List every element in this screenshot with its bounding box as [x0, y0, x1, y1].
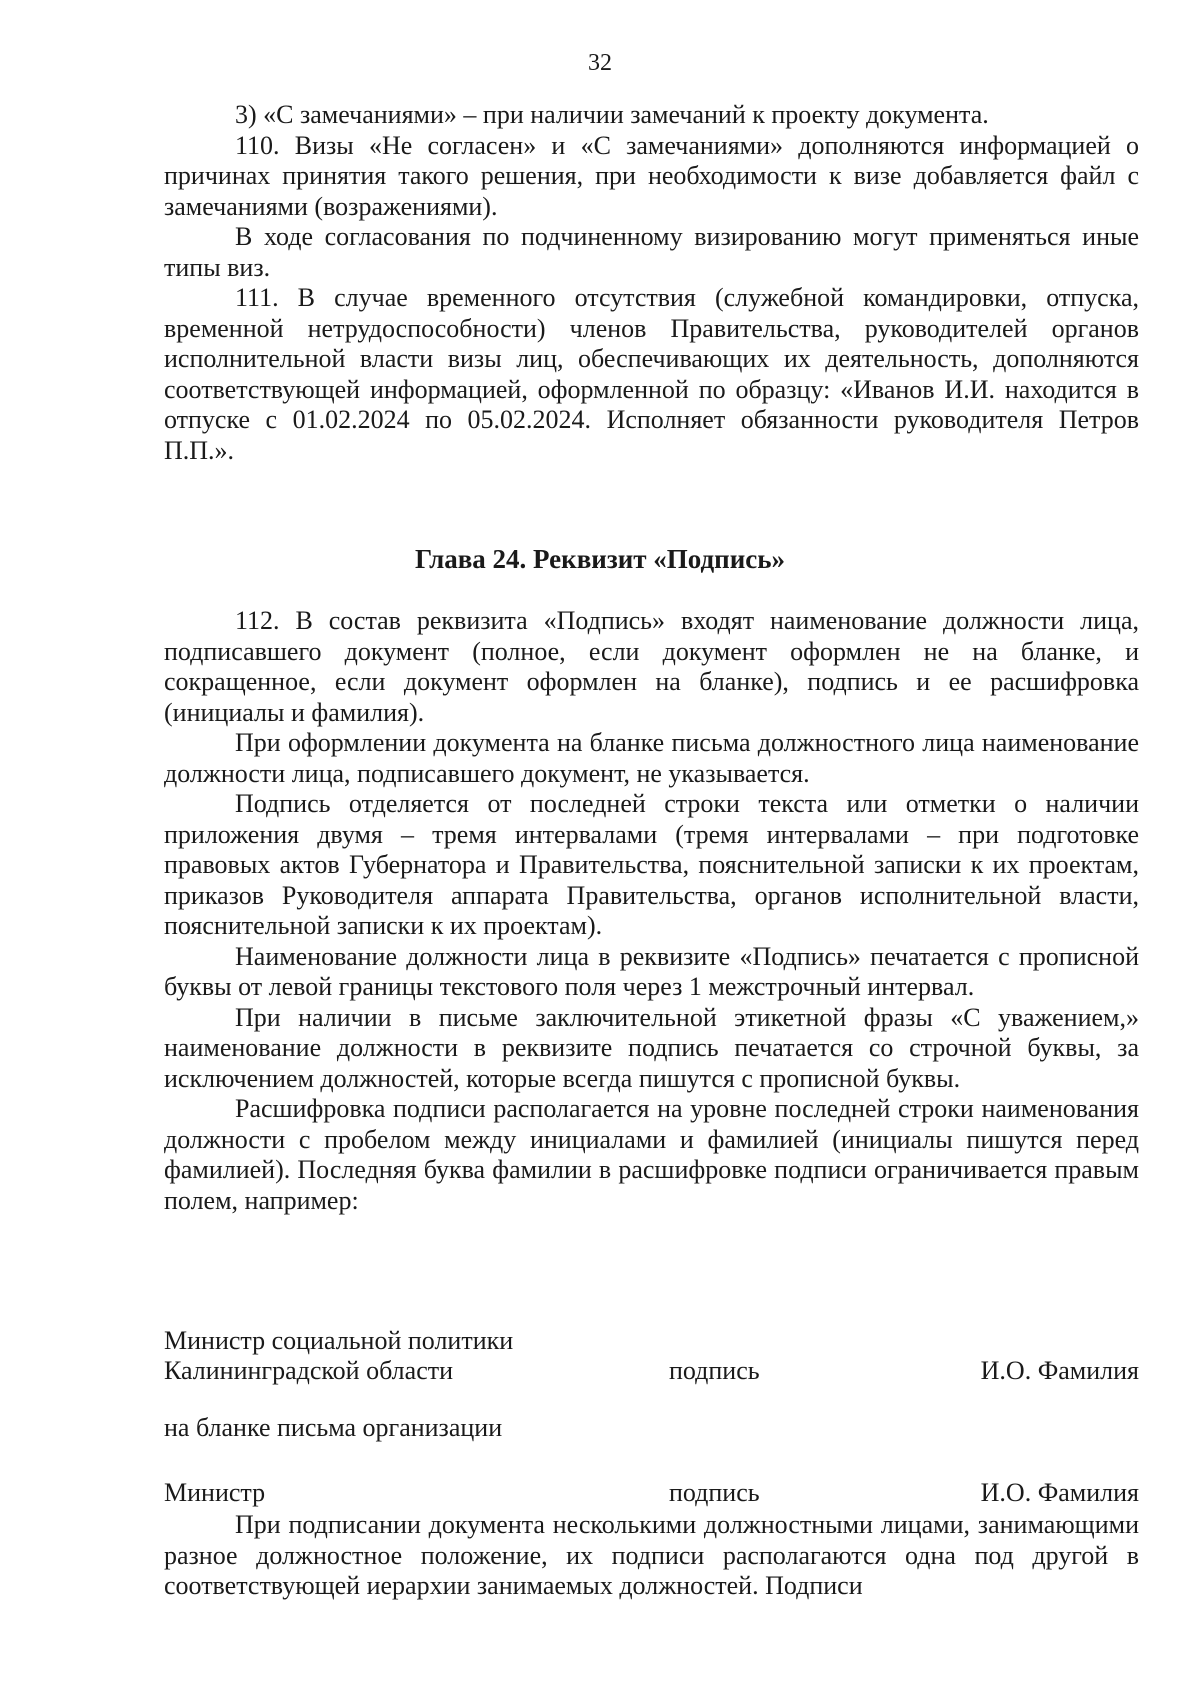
paragraph: 112. В состав реквизита «Подпись» входят наименование должности лица, подписавшего документ (полное, если документ оформлен не на бланке, и сокращенное, если документ оформлен на бланке), подпись и ее расшифровка (инициалы и фамилия). — [164, 606, 1139, 727]
section-signature — [164, 606, 1139, 1216]
paragraph: При подписании документа несколькими должностными лицами, занимающими разное должностное положение, их подписи располагаются одна под другой в соответствующей иерархии занимаемых должностей. Подписи — [164, 1510, 1139, 1600]
example1-signature: подпись — [669, 1356, 760, 1385]
page-number: 32 — [588, 50, 612, 76]
example1-signature-row — [164, 1356, 1139, 1387]
example1-position-line1: Министр социальной политики — [164, 1326, 514, 1355]
section-multiple-signatures — [164, 1510, 1139, 1602]
paragraph: 111. В случае временного отсутствия (служебной командировки, отпуска, временной нетрудоспособности) членов Правительства, руководителей органов исполнительной власти визы лиц, обеспечивающих их деятельность, дополняются соответствующей информацией, оформленной по образцу: «Иванов И.И. находится в отпуске с 01.02.2024 по 05.02.2024. Исполняет обязанности руководителя Петров П.П.». — [164, 283, 1139, 465]
letterhead-note: на бланке письма организации — [164, 1413, 503, 1442]
example2-signature-row — [164, 1478, 1139, 1509]
paragraph: 110. Визы «Не согласен» и «С замечаниями» дополняются информацией о причинах принятия такого решения, при необходимости к визе добавляется файл с замечаниями (возражениями). — [164, 130, 1139, 221]
paragraph: Расшифровка подписи располагается на уровне последней строки наименования должности с пробелом между инициалами и фамилией (инициалы пишутся перед фамилией). Последняя буква фамилии в расшифровке подписи ограничивается правым полем, например: — [164, 1094, 1139, 1215]
example2-position: Министр — [164, 1478, 266, 1507]
section-visas — [164, 100, 1139, 466]
paragraph: Наименование должности лица в реквизите «Подпись» печатается с прописной буквы от левой границы текстового поля через 1 межстрочный интервал. — [164, 941, 1139, 1001]
example1-name: И.О. Фамилия — [980, 1356, 1139, 1385]
paragraph: При оформлении документа на бланке письма должностного лица наименование должности лица, подписавшего документ, не указывается. — [164, 728, 1139, 788]
paragraph: 3) «С замечаниями» – при наличии замечаний к проекту документа. — [235, 100, 989, 129]
example2-signature: подпись — [669, 1478, 760, 1507]
example1-position-line2: Калининградской области — [164, 1356, 454, 1385]
chapter-heading: Глава 24. Реквизит «Подпись» — [414, 544, 786, 574]
paragraph: В ходе согласования по подчиненному визированию могут применяться иные типы виз. — [164, 222, 1139, 282]
paragraph: При наличии в письме заключительной этикетной фразы «С уважением,» наименование должности в реквизите подпись печатается со строчной буквы, за исключением должностей, которые всегда пишутся с прописной буквы. — [164, 1002, 1139, 1093]
paragraph: Подпись отделяется от последней строки текста или отметки о наличии приложения двумя – тремя интервалами (тремя интервалами – при подготовке правовых актов Губернатора и Правительства, пояснительной записки к их проектам, приказов Руководителя аппарата Правительства, органов исполнительной власти, пояснительной записки к их проектам). — [164, 789, 1139, 940]
example2-name: И.О. Фамилия — [980, 1478, 1139, 1507]
